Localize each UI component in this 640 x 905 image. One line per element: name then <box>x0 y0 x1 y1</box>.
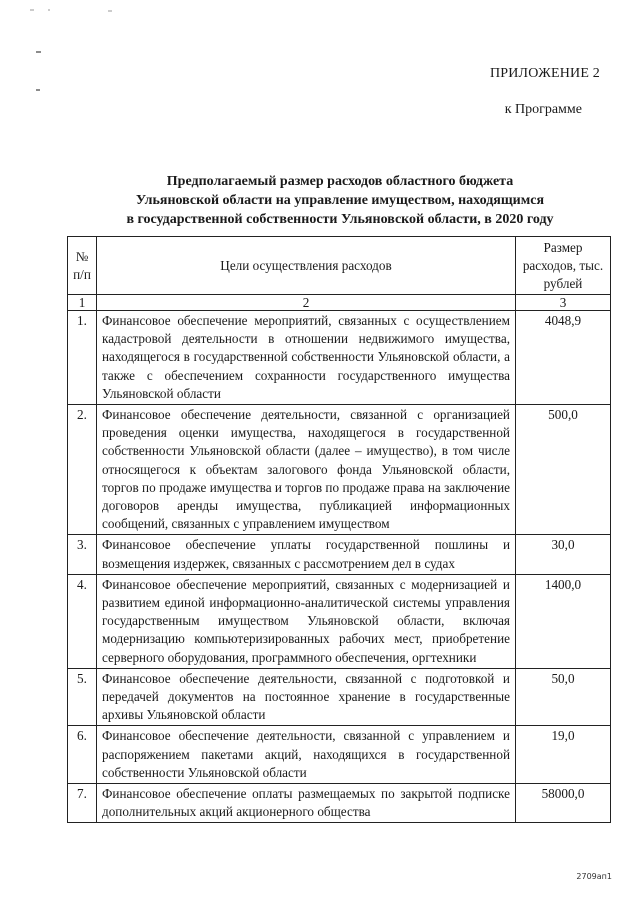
table-row <box>68 726 611 784</box>
column-number-row <box>68 295 611 311</box>
row-amount: 30,0 <box>516 535 611 574</box>
header-purpose: Цели осуществления расходов <box>97 237 516 295</box>
title-line: Ульяновской области на управление имуществом, находящимся <box>135 193 545 208</box>
table-row <box>68 574 611 668</box>
table-row <box>68 535 611 574</box>
scan-marks <box>0 0 140 100</box>
row-number: 4. <box>68 574 97 668</box>
document-number: 2709ап1 <box>576 872 612 881</box>
row-purpose: Финансовое обеспечение оплаты размещаемых по закрытой подписке дополнительных акций акционерного общества <box>97 784 516 823</box>
table-row <box>68 668 611 726</box>
header-amount: Размер расходов, тыс. рублей <box>516 237 611 295</box>
document-title <box>70 172 610 229</box>
row-purpose: Финансовое обеспечение уплаты государственной пошлины и возмещения издержек, связанных с рассмотрением дел в судах <box>97 535 516 574</box>
table-row <box>68 311 611 405</box>
row-purpose: Финансовое обеспечение мероприятий, связанных с модернизацией и развитием единой информационно-аналитической системы управления государственным имуществом Ульяновской области, включая модернизацию компьютеризированных рабочих мест, приобретение серверного оборудования, программного обеспечения, оргтехники <box>97 574 516 668</box>
row-purpose: Финансовое обеспечение деятельности, связанной с организацией проведения оценки имущества, находящегося в государственной собственности Ульяновской области (далее – имущество), в том числе относящегося к объектам залогового фонда Ульяновской области, торгов по продаже имущества и торгов по продаже права на заключение договоров аренды имущества, публикацией информационных сообщений, связанных с управлением имуществом <box>97 405 516 535</box>
row-amount: 1400,0 <box>516 574 611 668</box>
row-amount: 4048,9 <box>516 311 611 405</box>
row-amount: 500,0 <box>516 405 611 535</box>
table-row <box>68 405 611 535</box>
row-purpose: Финансовое обеспечение деятельности, связанной с управлением и распоряжением пакетами акций, находящихся в государственной собственности Ульяновской области <box>97 726 516 784</box>
column-number: 1 <box>68 295 97 311</box>
row-amount: 58000,0 <box>516 784 611 823</box>
row-purpose: Финансовое обеспечение деятельности, связанной с подготовкой и передачей документов на постоянное хранение в государственные архивы Ульяновской области <box>97 668 516 726</box>
table-header-row <box>68 237 611 295</box>
header-number: № п/п <box>68 237 97 295</box>
row-number: 3. <box>68 535 97 574</box>
row-number: 2. <box>68 405 97 535</box>
column-number: 3 <box>516 295 611 311</box>
program-reference: к Программе <box>504 102 582 117</box>
row-purpose: Финансовое обеспечение мероприятий, связанных с осуществлением кадастровой деятельности в отношении недвижимого имущества, находящегося в государственной собственности Ульяновской области, а также с обеспечением сохранности государственного имущества Ульяновской области <box>97 311 516 405</box>
row-number: 6. <box>68 726 97 784</box>
table-row <box>68 784 611 823</box>
row-number: 7. <box>68 784 97 823</box>
column-number: 2 <box>97 295 516 311</box>
expenses-table <box>67 236 611 823</box>
row-amount: 50,0 <box>516 668 611 726</box>
row-number: 5. <box>68 668 97 726</box>
row-number: 1. <box>68 311 97 405</box>
title-line: в государственной собственности Ульяновской области, в 2020 году <box>126 212 554 227</box>
title-line: Предполагаемый размер расходов областного бюджета <box>166 174 514 189</box>
row-amount: 19,0 <box>516 726 611 784</box>
annex-label: ПРИЛОЖЕНИЕ 2 <box>489 66 600 81</box>
